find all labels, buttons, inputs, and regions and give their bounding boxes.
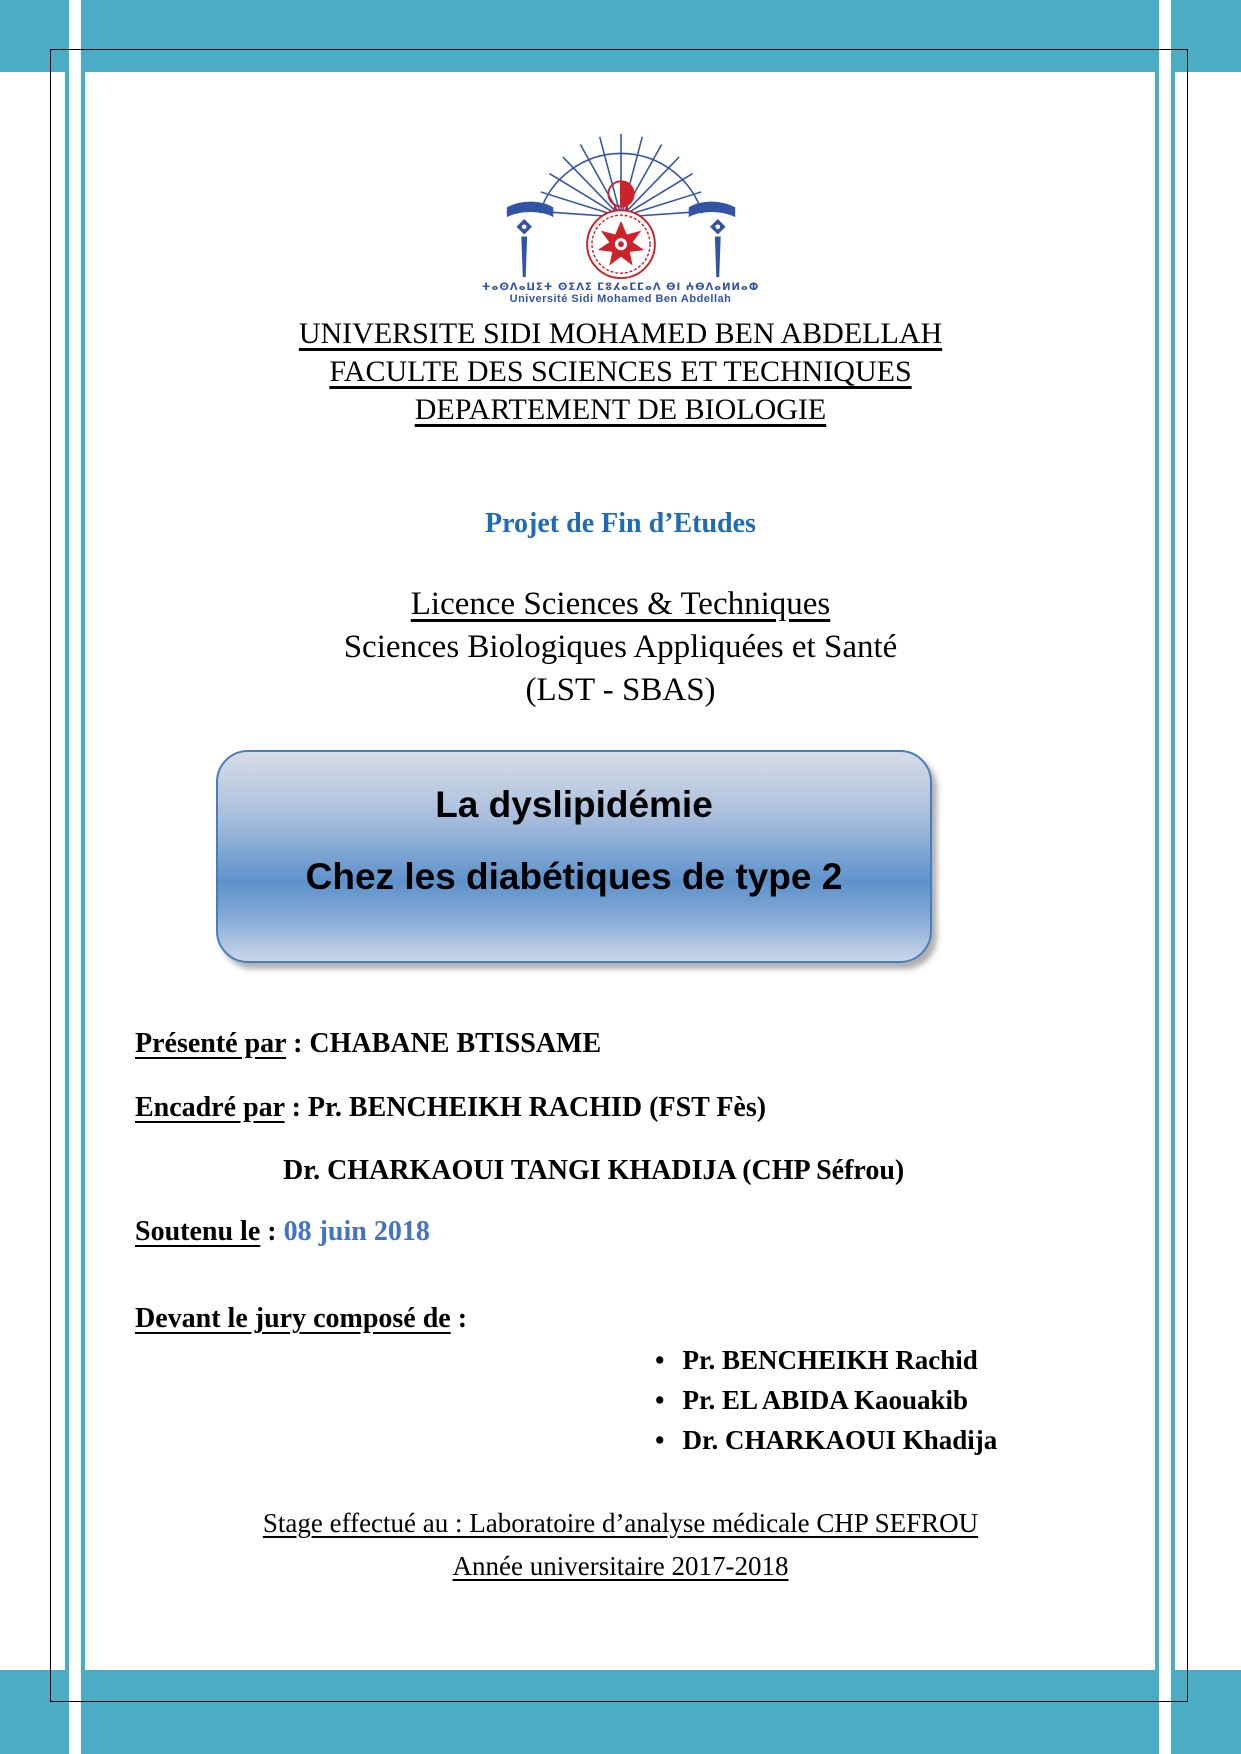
presented-by-label: Présenté par <box>135 1028 287 1059</box>
logo-tifinagh-text: ⵜⴰⵙⴷⴰⵡⵉⵜ ⵙⵉⴷⵉ ⵎⵓⵃⴰⵎⵎⴰⴷ ⴱⵏ ⵄⴱⴷⴰⵍⵍⴰⵀ <box>481 282 760 293</box>
degree-title: Licence Sciences & Techniques <box>410 586 831 622</box>
defense-date-line <box>135 1216 430 1248</box>
logo-caption: Université Sidi Mohamed Ben Abdellah <box>509 293 732 305</box>
presented-by-line <box>135 1028 601 1060</box>
project-type-label: Projet de Fin d’Etudes <box>485 508 756 539</box>
degree-block <box>0 583 1241 712</box>
logo-block <box>0 130 1241 305</box>
supervised-by-value: : Pr. BENCHEIKH RACHID (FST Fès) <box>284 1092 767 1123</box>
footer-block <box>0 1502 1241 1588</box>
thesis-title-box <box>216 750 932 963</box>
university-logo-icon <box>495 130 747 280</box>
academic-year: Année universitaire 2017-2018 <box>452 1551 789 1581</box>
jury-member: • Dr. CHARKAOUI Khadija <box>655 1420 997 1460</box>
university-heading <box>0 315 1241 429</box>
supervised-by-line <box>135 1092 766 1124</box>
jury-member: • Pr. BENCHEIKH Rachid <box>655 1340 997 1380</box>
defense-date-value: 08 juin 2018 <box>283 1216 430 1247</box>
jury-heading-label: Devant le jury composé de <box>135 1303 451 1334</box>
faculty-name: FACULTE DES SCIENCES ET TECHNIQUES <box>329 355 912 388</box>
department-name: DEPARTEMENT DE BIOLOGIE <box>414 393 827 426</box>
jury-heading-line <box>135 1303 467 1335</box>
defense-date-label: Soutenu le <box>135 1216 261 1247</box>
jury-member: • Pr. EL ABIDA Kaouakib <box>655 1380 997 1420</box>
second-supervisor-line <box>283 1155 904 1187</box>
thesis-title-line2: Chez les diabétiques de type 2 <box>305 856 843 897</box>
defense-date-separator: : <box>260 1216 284 1247</box>
jury-heading-suffix: : <box>450 1303 468 1334</box>
jury-member-list <box>655 1340 997 1460</box>
thesis-title-line1: La dyslipidémie <box>435 784 713 825</box>
internship-location: Stage effectué au : Laboratoire d’analyse médicale CHP SEFROU <box>262 1508 979 1538</box>
presented-by-value: : CHABANE BTISSAME <box>286 1028 602 1059</box>
degree-abbreviation: (LST - SBAS) <box>525 672 716 708</box>
second-supervisor-value: Dr. CHARKAOUI TANGI KHADIJA (CHP Séfrou) <box>283 1155 905 1186</box>
degree-specialty: Sciences Biologiques Appliquées et Santé <box>343 629 898 665</box>
supervised-by-label: Encadré par <box>135 1092 285 1123</box>
university-name: UNIVERSITE SIDI MOHAMED BEN ABDELLAH <box>298 317 943 350</box>
